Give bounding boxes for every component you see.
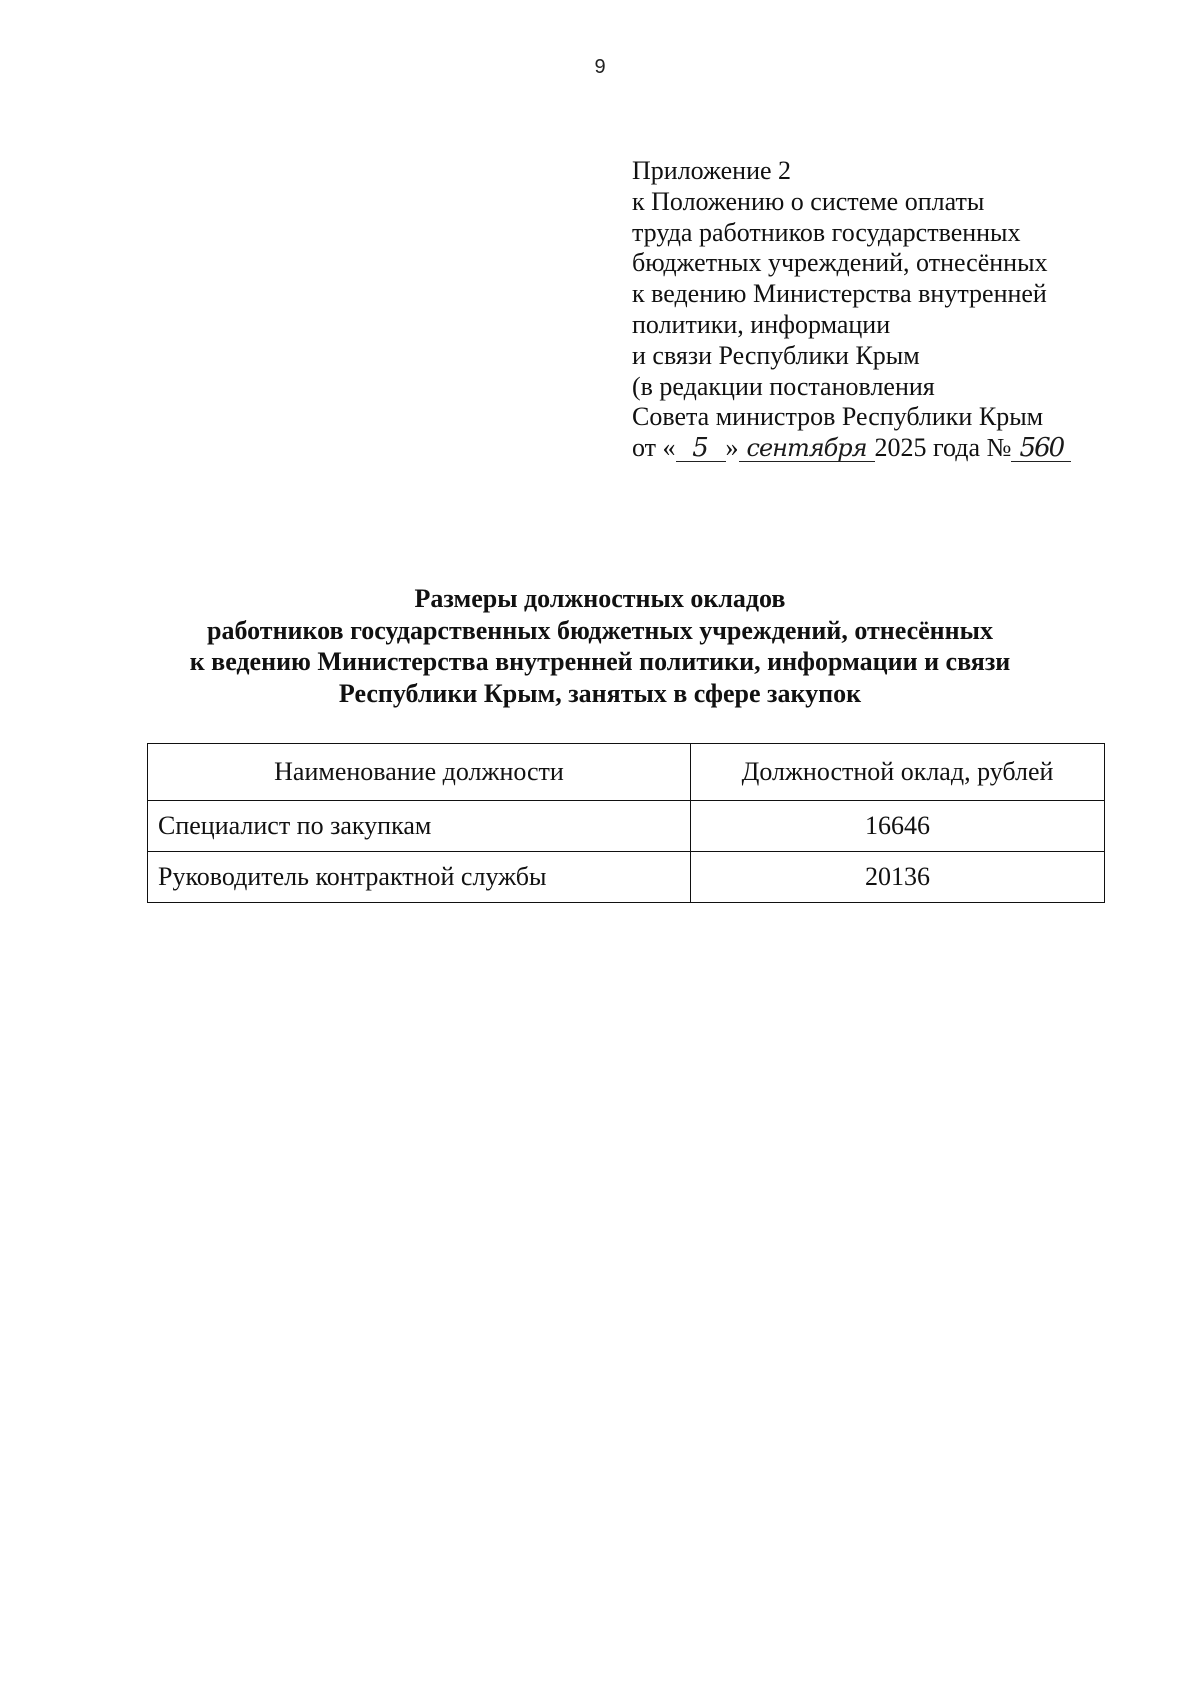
date-middle: » — [725, 433, 739, 463]
cell-salary: 16646 — [691, 801, 1105, 852]
title-line: работников государственных бюджетных учреждений, отнесённых — [207, 615, 993, 645]
appendix-line: бюджетных учреждений, отнесённых — [632, 248, 1048, 278]
title-line: к ведению Министерства внутренней политики, информации и связи — [189, 647, 1011, 676]
appendix-line: политики, информации — [632, 309, 891, 339]
salary-table — [147, 743, 1105, 903]
date-year-text: 2025 года № — [874, 433, 1012, 463]
title-line: Республики Крым, занятых в сфере закупок — [338, 678, 862, 708]
appendix-line: Приложение 2 — [632, 156, 792, 185]
table-header-row — [148, 744, 1105, 801]
page-number: 9 — [594, 56, 606, 78]
header-position: Наименование должности — [148, 744, 691, 801]
appendix-line: Совета министров Республики Крым — [632, 402, 1044, 432]
header-salary: Должностной оклад, рублей — [691, 744, 1105, 801]
cell-position: Специалист по закупкам — [148, 801, 691, 852]
cell-salary: 20136 — [691, 852, 1105, 903]
appendix-block — [632, 156, 1152, 464]
title-line: Размеры должностных окладов — [414, 584, 786, 613]
date-prefix: от « — [632, 433, 676, 463]
appendix-line: к Положению о системе оплаты — [632, 186, 985, 216]
appendix-line: (в редакции постановления — [632, 371, 935, 401]
appendix-line: труда работников государственных — [632, 217, 1021, 247]
table-row — [148, 801, 1105, 852]
handwritten-resolution-number: 560 — [1011, 435, 1071, 462]
cell-position: Руководитель контрактной службы — [148, 852, 691, 903]
document-title — [0, 583, 1200, 709]
appendix-line: и связи Республики Крым — [632, 340, 920, 370]
handwritten-month: сентября — [739, 435, 875, 462]
table-row — [148, 852, 1105, 903]
resolution-date-line — [632, 433, 1152, 464]
appendix-line: к ведению Министерства внутренней — [632, 279, 1047, 309]
handwritten-day: 5 — [676, 435, 726, 462]
